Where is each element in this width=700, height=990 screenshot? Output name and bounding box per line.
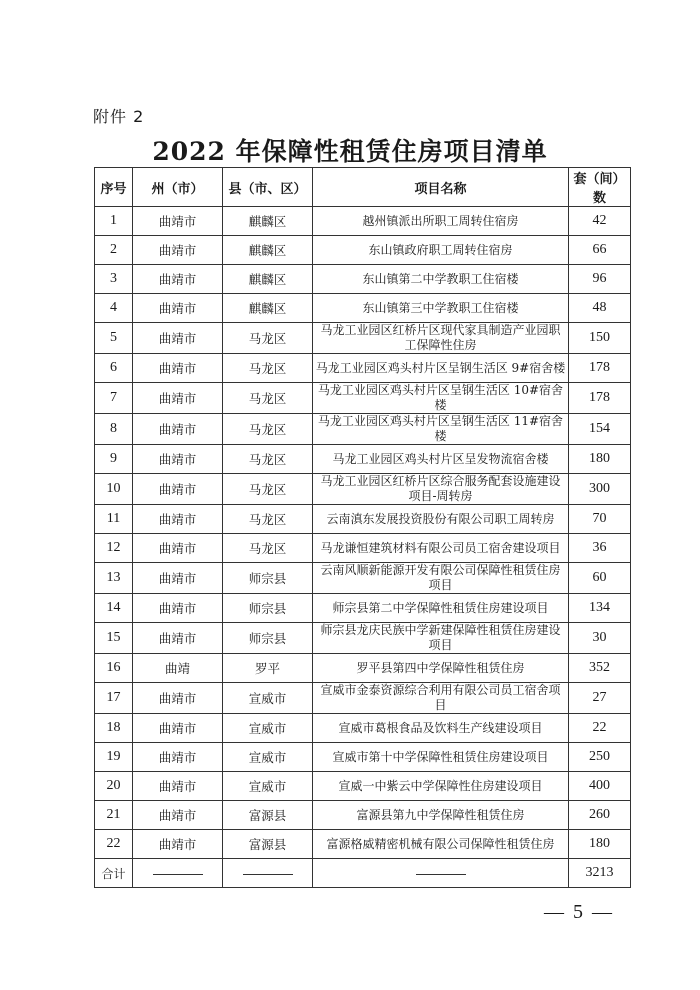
table-row <box>95 207 631 236</box>
row-unit-count: 150 <box>569 323 631 354</box>
row-project-name: 马龙工业园区鸡头村片区呈发物流宿舍楼 <box>313 445 569 474</box>
total-label: 合计 <box>95 859 133 888</box>
table-row <box>95 594 631 623</box>
table-row <box>95 623 631 654</box>
row-serial: 20 <box>95 772 133 801</box>
row-serial: 6 <box>95 354 133 383</box>
row-prefecture: 曲靖市 <box>133 623 223 654</box>
row-county: 麒麟区 <box>223 236 313 265</box>
table-row <box>95 323 631 354</box>
row-prefecture: 曲靖市 <box>133 505 223 534</box>
row-serial: 15 <box>95 623 133 654</box>
row-unit-count: 36 <box>569 534 631 563</box>
row-county: 马龙区 <box>223 474 313 505</box>
project-table <box>94 167 631 888</box>
row-prefecture: 曲靖市 <box>133 534 223 563</box>
row-county: 马龙区 <box>223 445 313 474</box>
row-serial: 12 <box>95 534 133 563</box>
table-row <box>95 714 631 743</box>
dash-line <box>416 874 466 875</box>
row-unit-count: 260 <box>569 801 631 830</box>
row-project-name: 富源县第九中学保障性租赁住房 <box>313 801 569 830</box>
table-row <box>95 683 631 714</box>
row-county: 宣威市 <box>223 743 313 772</box>
table-row <box>95 830 631 859</box>
row-serial: 13 <box>95 563 133 594</box>
row-prefecture: 曲靖市 <box>133 445 223 474</box>
table-row <box>95 265 631 294</box>
table-row <box>95 534 631 563</box>
row-project-name: 马龙谦恒建筑材料有限公司员工宿舍建设项目 <box>313 534 569 563</box>
table-row <box>95 654 631 683</box>
table-header-row <box>95 168 631 207</box>
row-prefecture: 曲靖 <box>133 654 223 683</box>
row-serial: 4 <box>95 294 133 323</box>
row-unit-count: 250 <box>569 743 631 772</box>
header-serial: 序号 <box>95 168 133 207</box>
row-unit-count: 66 <box>569 236 631 265</box>
header-prefecture: 州（市） <box>133 168 223 207</box>
row-prefecture: 曲靖市 <box>133 474 223 505</box>
row-prefecture: 曲靖市 <box>133 683 223 714</box>
row-serial: 14 <box>95 594 133 623</box>
row-unit-count: 154 <box>569 414 631 445</box>
row-prefecture: 曲靖市 <box>133 830 223 859</box>
row-prefecture: 曲靖市 <box>133 594 223 623</box>
row-county: 师宗县 <box>223 623 313 654</box>
dash-line <box>153 874 203 875</box>
row-serial: 18 <box>95 714 133 743</box>
table-row <box>95 563 631 594</box>
row-serial: 22 <box>95 830 133 859</box>
row-prefecture: 曲靖市 <box>133 207 223 236</box>
row-prefecture: 曲靖市 <box>133 743 223 772</box>
row-unit-count: 22 <box>569 714 631 743</box>
row-county: 马龙区 <box>223 414 313 445</box>
row-prefecture: 曲靖市 <box>133 265 223 294</box>
row-serial: 21 <box>95 801 133 830</box>
row-project-name: 云南风顺新能源开发有限公司保障性租赁住房项目 <box>313 563 569 594</box>
row-county: 宣威市 <box>223 714 313 743</box>
row-unit-count: 178 <box>569 354 631 383</box>
row-county: 富源县 <box>223 830 313 859</box>
header-county: 县（市、区） <box>223 168 313 207</box>
total-prefecture-dash <box>133 859 223 888</box>
row-county: 麒麟区 <box>223 265 313 294</box>
row-unit-count: 42 <box>569 207 631 236</box>
row-serial: 8 <box>95 414 133 445</box>
row-unit-count: 96 <box>569 265 631 294</box>
row-prefecture: 曲靖市 <box>133 323 223 354</box>
row-unit-count: 30 <box>569 623 631 654</box>
row-project-name: 宣威市金泰资源综合利用有限公司员工宿舍项目 <box>313 683 569 714</box>
row-unit-count: 400 <box>569 772 631 801</box>
row-project-name: 马龙工业园区红桥片区综合服务配套设施建设项目-周转房 <box>313 474 569 505</box>
row-prefecture: 曲靖市 <box>133 801 223 830</box>
table-body <box>95 207 631 859</box>
row-prefecture: 曲靖市 <box>133 563 223 594</box>
row-county: 马龙区 <box>223 354 313 383</box>
row-unit-count: 352 <box>569 654 631 683</box>
row-serial: 11 <box>95 505 133 534</box>
row-prefecture: 曲靖市 <box>133 383 223 414</box>
attachment-label: 附件 2 <box>93 107 145 126</box>
table-row <box>95 354 631 383</box>
row-county: 麒麟区 <box>223 207 313 236</box>
table-row <box>95 236 631 265</box>
row-project-name: 马龙工业园区鸡头村片区呈钢生活区 9#宿舍楼 <box>313 354 569 383</box>
row-prefecture: 曲靖市 <box>133 414 223 445</box>
row-unit-count: 60 <box>569 563 631 594</box>
table-row <box>95 743 631 772</box>
row-county: 师宗县 <box>223 594 313 623</box>
total-count: 3213 <box>569 859 631 888</box>
row-project-name: 罗平县第四中学保障性租赁住房 <box>313 654 569 683</box>
row-serial: 9 <box>95 445 133 474</box>
table-row <box>95 772 631 801</box>
row-project-name: 宣威市葛根食品及饮料生产线建设项目 <box>313 714 569 743</box>
row-serial: 3 <box>95 265 133 294</box>
row-unit-count: 180 <box>569 830 631 859</box>
row-unit-count: 27 <box>569 683 631 714</box>
row-prefecture: 曲靖市 <box>133 294 223 323</box>
row-county: 马龙区 <box>223 383 313 414</box>
header-unit-count: 套（间）数 <box>569 168 631 207</box>
row-prefecture: 曲靖市 <box>133 714 223 743</box>
row-project-name: 师宗县龙庆民族中学新建保障性租赁住房建设项目 <box>313 623 569 654</box>
row-project-name: 马龙工业园区鸡头村片区呈钢生活区 10#宿舍楼 <box>313 383 569 414</box>
table-row <box>95 383 631 414</box>
row-unit-count: 300 <box>569 474 631 505</box>
row-unit-count: 134 <box>569 594 631 623</box>
row-serial: 5 <box>95 323 133 354</box>
row-county: 罗平 <box>223 654 313 683</box>
row-prefecture: 曲靖市 <box>133 354 223 383</box>
row-project-name: 富源格威精密机械有限公司保障性租赁住房 <box>313 830 569 859</box>
header-project-name: 项目名称 <box>313 168 569 207</box>
row-unit-count: 70 <box>569 505 631 534</box>
table-row <box>95 294 631 323</box>
row-serial: 10 <box>95 474 133 505</box>
row-serial: 19 <box>95 743 133 772</box>
table-row <box>95 445 631 474</box>
row-project-name: 越州镇派出所职工周转住宿房 <box>313 207 569 236</box>
row-county: 富源县 <box>223 801 313 830</box>
row-prefecture: 曲靖市 <box>133 236 223 265</box>
row-project-name: 师宗县第二中学保障性租赁住房建设项目 <box>313 594 569 623</box>
row-project-name: 马龙工业园区鸡头村片区呈钢生活区 11#宿舍楼 <box>313 414 569 445</box>
total-row <box>95 859 631 888</box>
table-row <box>95 414 631 445</box>
dash-line <box>243 874 293 875</box>
row-serial: 1 <box>95 207 133 236</box>
row-county: 马龙区 <box>223 534 313 563</box>
row-project-name: 宣威一中紫云中学保障性住房建设项目 <box>313 772 569 801</box>
row-county: 宣威市 <box>223 772 313 801</box>
row-project-name: 云南滇东发展投资股份有限公司职工周转房 <box>313 505 569 534</box>
row-project-name: 东山镇政府职工周转住宿房 <box>313 236 569 265</box>
row-prefecture: 曲靖市 <box>133 772 223 801</box>
table-row <box>95 801 631 830</box>
row-project-name: 东山镇第二中学教职工住宿楼 <box>313 265 569 294</box>
row-serial: 16 <box>95 654 133 683</box>
total-county-dash <box>223 859 313 888</box>
row-unit-count: 48 <box>569 294 631 323</box>
row-county: 马龙区 <box>223 323 313 354</box>
row-project-name: 马龙工业园区红桥片区现代家具制造产业园职工保障性住房 <box>313 323 569 354</box>
row-county: 麒麟区 <box>223 294 313 323</box>
table-row <box>95 505 631 534</box>
row-unit-count: 178 <box>569 383 631 414</box>
row-project-name: 东山镇第三中学教职工住宿楼 <box>313 294 569 323</box>
document-title: 2022 年保障性租赁住房项目清单 <box>152 137 548 166</box>
row-serial: 2 <box>95 236 133 265</box>
row-serial: 7 <box>95 383 133 414</box>
row-serial: 17 <box>95 683 133 714</box>
row-unit-count: 180 <box>569 445 631 474</box>
table-row <box>95 474 631 505</box>
row-project-name: 宣威市第十中学保障性租赁住房建设项目 <box>313 743 569 772</box>
total-name-dash <box>313 859 569 888</box>
page-number: — 5 — <box>544 901 614 923</box>
row-county: 师宗县 <box>223 563 313 594</box>
row-county: 马龙区 <box>223 505 313 534</box>
row-county: 宣威市 <box>223 683 313 714</box>
